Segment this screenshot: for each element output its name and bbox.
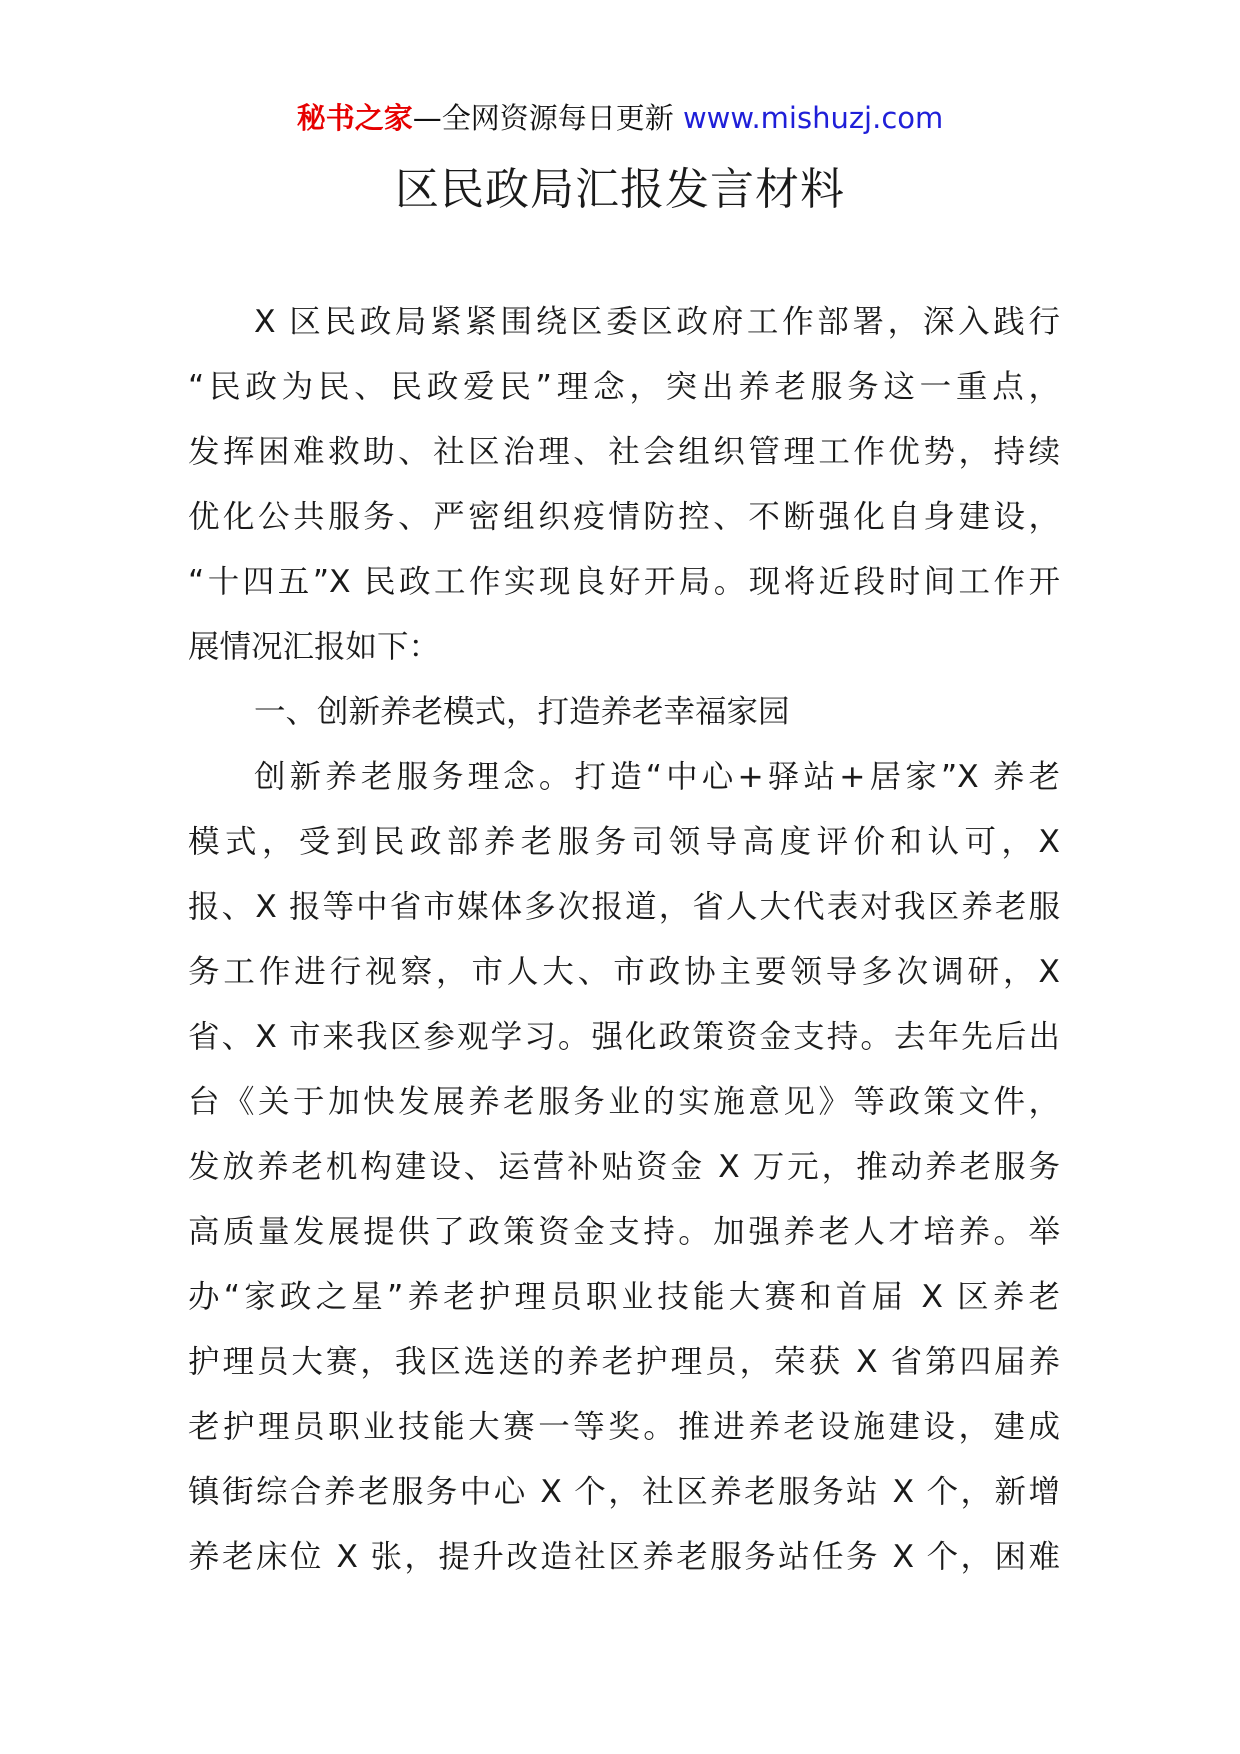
body-line: 护理员大赛，我区选送的养老护理员，荣获 X 省第四届养 bbox=[188, 1344, 1060, 1380]
body-line: 务工作进行视察，市人大、市政协主要领导多次调研，X bbox=[188, 954, 1060, 990]
body-line: X 区民政局紧紧围绕区委区政府工作部署，深入践行 bbox=[254, 304, 1060, 340]
document-title: 区民政局汇报发言材料 bbox=[395, 164, 845, 215]
body-line: “民政为民、民政爱民”理念，突出养老服务这一重点， bbox=[188, 369, 1060, 405]
body-line: 报、X 报等中省市媒体多次报道，省人大代表对我区养老服 bbox=[188, 889, 1060, 925]
body-line: “十四五”X 民政工作实现良好开局。现将近段时间工作开 bbox=[188, 564, 1060, 600]
brand-name: 秘书之家 bbox=[296, 101, 413, 135]
body-line: 镇街综合养老服务中心 X 个，社区养老服务站 X 个，新增 bbox=[188, 1474, 1060, 1510]
document-body bbox=[188, 290, 1060, 1590]
body-line: 创新养老服务理念。打造“中心+驿站+居家”X 养老 bbox=[254, 759, 1060, 795]
site-url-link[interactable]: www.mishuzj.com bbox=[682, 101, 944, 135]
body-line: 优化公共服务、严密组织疫情防控、不断强化自身建设， bbox=[188, 499, 1060, 535]
site-header bbox=[0, 98, 1240, 138]
body-line: 发放养老机构建设、运营补贴资金 X 万元，推动养老服务 bbox=[188, 1149, 1060, 1185]
body-line: 养老床位 X 张，提升改造社区养老服务站任务 X 个，困难 bbox=[188, 1539, 1060, 1575]
header-tagline: —全网资源每日更新 bbox=[412, 101, 683, 135]
section-heading: 一、创新养老模式，打造养老幸福家园 bbox=[254, 694, 790, 730]
body-line: 台《关于加快发展养老服务业的实施意见》等政策文件， bbox=[188, 1084, 1060, 1120]
body-line: 老护理员职业技能大赛一等奖。推进养老设施建设，建成 bbox=[188, 1409, 1060, 1445]
body-line: 模式，受到民政部养老服务司领导高度评价和认可，X bbox=[188, 824, 1060, 860]
body-line: 展情况汇报如下： bbox=[188, 629, 441, 665]
body-line: 办“家政之星”养老护理员职业技能大赛和首届 X 区养老 bbox=[188, 1279, 1060, 1315]
body-line: 发挥困难救助、社区治理、社会组织管理工作优势，持续 bbox=[188, 434, 1060, 470]
body-line: 省、X 市来我区参观学习。强化政策资金支持。去年先后出 bbox=[188, 1019, 1060, 1055]
body-line: 高质量发展提供了政策资金支持。加强养老人才培养。举 bbox=[188, 1214, 1060, 1250]
